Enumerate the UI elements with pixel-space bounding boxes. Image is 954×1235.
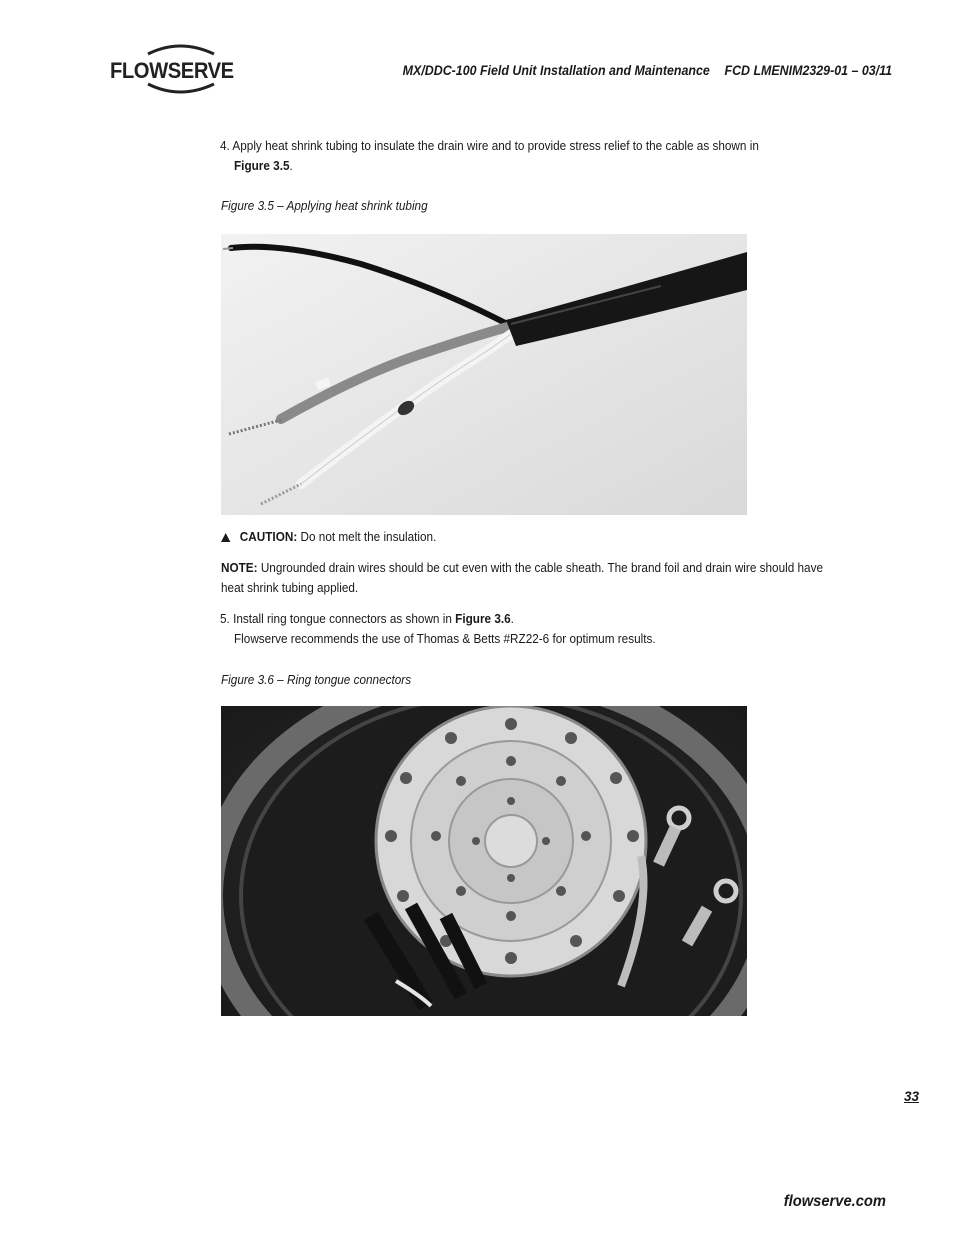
caution-note	[221, 527, 436, 547]
document-title: MX/DDC-100 Field Unit Installation and Maintenance	[402, 63, 710, 78]
footer-website-link[interactable]: flowserve.com	[783, 1193, 886, 1210]
note-line-1: NOTE: Ungrounded drain wires should be cut even with the cable sheath. The brand foil and drain wire should have	[221, 561, 824, 575]
ring-tongue-connectors-photo	[221, 706, 747, 1016]
step5-text: 5. Install ring tongue connectors as shown in Figure 3.6.	[220, 612, 514, 626]
figure-3-5-caption: Figure 3.5 – Applying heat shrink tubing	[221, 199, 428, 213]
caution-text: Do not melt the insulation.	[297, 530, 437, 544]
logo-wordmark: FLOWSERVE	[110, 58, 234, 83]
figure-3-5-reference: Figure 3.5	[234, 159, 290, 173]
note-line-2: heat shrink tubing applied.	[221, 581, 359, 595]
step4-text: 4. Apply heat shrink tubing to insulate the drain wire and to provide stress relief to the cable as shown in	[220, 139, 759, 153]
flowserve-logo	[110, 40, 250, 96]
figure-3-6-reference: Figure 3.6	[455, 612, 511, 626]
note-label: NOTE:	[221, 561, 258, 575]
document-code: FCD LMENIM2329-01 – 03/11	[724, 63, 892, 78]
step5-recommendation: Flowserve recommends the use of Thomas & Betts #RZ22-6 for optimum results.	[234, 632, 656, 646]
header-title	[384, 63, 892, 78]
step4-figure-line: Figure 3.5.	[234, 159, 293, 173]
caution-label: CAUTION:	[239, 530, 298, 544]
figure-3-6-caption: Figure 3.6 – Ring tongue connectors	[221, 673, 412, 687]
warning-icon	[221, 533, 230, 542]
page-number: 33	[903, 1089, 919, 1104]
heat-shrink-tubing-photo	[221, 234, 747, 515]
